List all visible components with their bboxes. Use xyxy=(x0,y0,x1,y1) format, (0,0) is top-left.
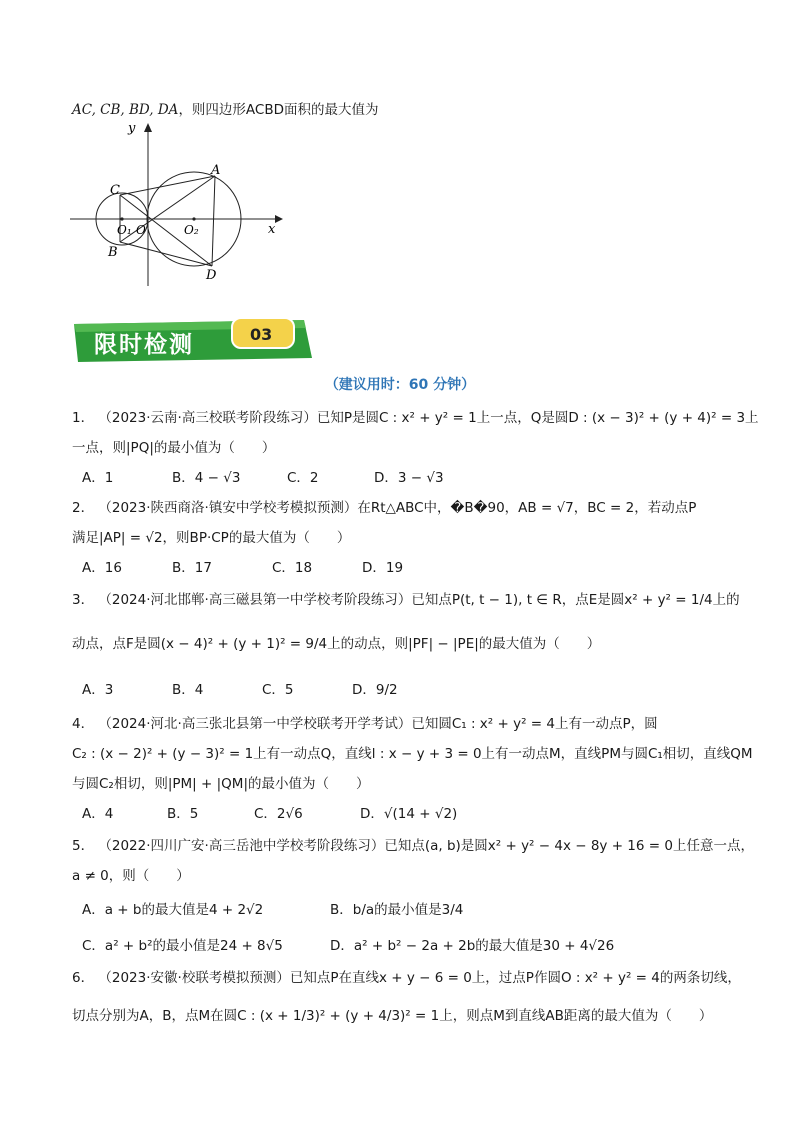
q3-option-d[interactable]: D．9/2 xyxy=(352,682,398,698)
label-o1: O₁ xyxy=(117,223,132,237)
label-o: O xyxy=(136,223,146,237)
q5-option-d[interactable]: D．a² + b² − 2a + 2b的最大值是30 + 4√26 xyxy=(330,938,615,954)
banner-title: 限时检测 xyxy=(94,332,194,358)
label-a: A xyxy=(211,163,221,178)
intro-formula: AC, CB, BD, DA xyxy=(72,102,179,118)
x-axis-arrow xyxy=(275,215,283,223)
q2-option-b[interactable]: B．17 xyxy=(172,560,212,576)
q5-option-b[interactable]: B．b/a的最小值是3/4 xyxy=(330,902,464,918)
q5-option-a[interactable]: A．a + b的最大值是4 + 2√2 xyxy=(82,902,264,918)
label-x: x xyxy=(268,222,276,237)
q1-option-c[interactable]: C．2 xyxy=(287,470,319,486)
q3-line-2: 动点，点F是圆(x − 4)² + (y + 1)² = 9/4上的动点，则|PF| − |PE|的最大值为（ ） xyxy=(72,636,601,652)
label-y: y xyxy=(128,121,136,136)
intro-line xyxy=(72,98,379,118)
q4-option-c[interactable]: C．2√6 xyxy=(254,806,303,822)
q6-line-1: 6． （2023·安徽·校联考模拟预测）已知点P在直线x + y − 6 = 0上，过点P作圆O : x² + y² = 4的两条切线， xyxy=(72,970,741,986)
label-b: B xyxy=(108,245,118,260)
q3-line-1: 3． （2024·河北邯郸·高三磁县第一中学校考阶段练习）已知点P(t, t − 1), t ∈ R，点E是圆x² + y² = 1/4上的 xyxy=(72,592,740,608)
q2-line-2: 满足|AP| = √2，则BP·CP的最大值为（ ） xyxy=(72,530,351,546)
q1-line-2: 一点，则|PQ|的最小值为（ ） xyxy=(72,440,276,456)
label-c: C xyxy=(110,183,120,198)
q1-option-b[interactable]: B．4 − √3 xyxy=(172,470,241,486)
q4-line-1: 4． （2024·河北·高三张北县第一中学校联考开学考试）已知圆C₁ : x² + y² = 4上有一动点P，圆 xyxy=(72,716,658,732)
y-axis-arrow xyxy=(144,123,152,132)
q3-option-a[interactable]: A．3 xyxy=(82,682,114,698)
q5-line-2: a ≠ 0，则（ ） xyxy=(72,868,190,884)
point-o1 xyxy=(120,217,123,220)
q2-option-a[interactable]: A．16 xyxy=(82,560,122,576)
q4-line-2: C₂ : (x − 2)² + (y − 3)² = 1上有一动点Q，直线l : x − y + 3 = 0上有一动点M，直线PM与圆C₁相切，直线QM xyxy=(72,746,753,762)
q4-option-d[interactable]: D．√(14 + √2) xyxy=(360,806,458,822)
label-d: D xyxy=(206,268,217,283)
q5-option-c[interactable]: C．a² + b²的最小值是24 + 8√5 xyxy=(82,938,283,954)
banner-number: 03 xyxy=(250,325,273,344)
section-banner xyxy=(72,318,312,364)
q6-line-2: 切点分别为A，B，点M在圆C : (x + 1/3)² + (y + 4/3)² = 1上，则点M到直线AB距离的最大值为（ ） xyxy=(72,1008,713,1024)
label-o2: O₂ xyxy=(184,223,199,237)
intro-text: ，则四边形ACBD面积的最大值为 xyxy=(178,102,379,118)
q3-option-b[interactable]: B．4 xyxy=(172,682,204,698)
q1-option-d[interactable]: D．3 − √3 xyxy=(374,470,444,486)
q2-option-c[interactable]: C．18 xyxy=(272,560,313,576)
q5-line-1: 5． （2022·四川广安·高三岳池中学校考阶段练习）已知点(a, b)是圆x² + y² − 4x − 8y + 16 = 0上任意一点， xyxy=(72,838,754,854)
circles-figure xyxy=(70,118,290,288)
segment-ad xyxy=(212,176,215,266)
segment-db xyxy=(120,242,212,266)
q3-option-c[interactable]: C．5 xyxy=(262,682,294,698)
q4-line-3: 与圆C₂相切，则|PM| + |QM|的最小值为（ ） xyxy=(72,776,370,792)
q4-option-a[interactable]: A．4 xyxy=(82,806,114,822)
q2-line-1: 2． （2023·陕西商洛·镇安中学校考模拟预测）在Rt△ABC中，�B�90，AB = √7，BC = 2，若动点P xyxy=(72,500,697,516)
q1-line-1: 1． （2023·云南·高三校联考阶段练习）已知P是圆C : x² + y² = 1上一点，Q是圆D : (x − 3)² + (y + 4)² = 3上 xyxy=(72,410,759,426)
time-hint: （建议用时：60 分钟） xyxy=(324,377,476,393)
q1-option-a[interactable]: A．1 xyxy=(82,470,114,486)
point-o2 xyxy=(192,217,195,220)
q2-option-d[interactable]: D．19 xyxy=(362,560,404,576)
q4-option-b[interactable]: B．5 xyxy=(167,806,199,822)
